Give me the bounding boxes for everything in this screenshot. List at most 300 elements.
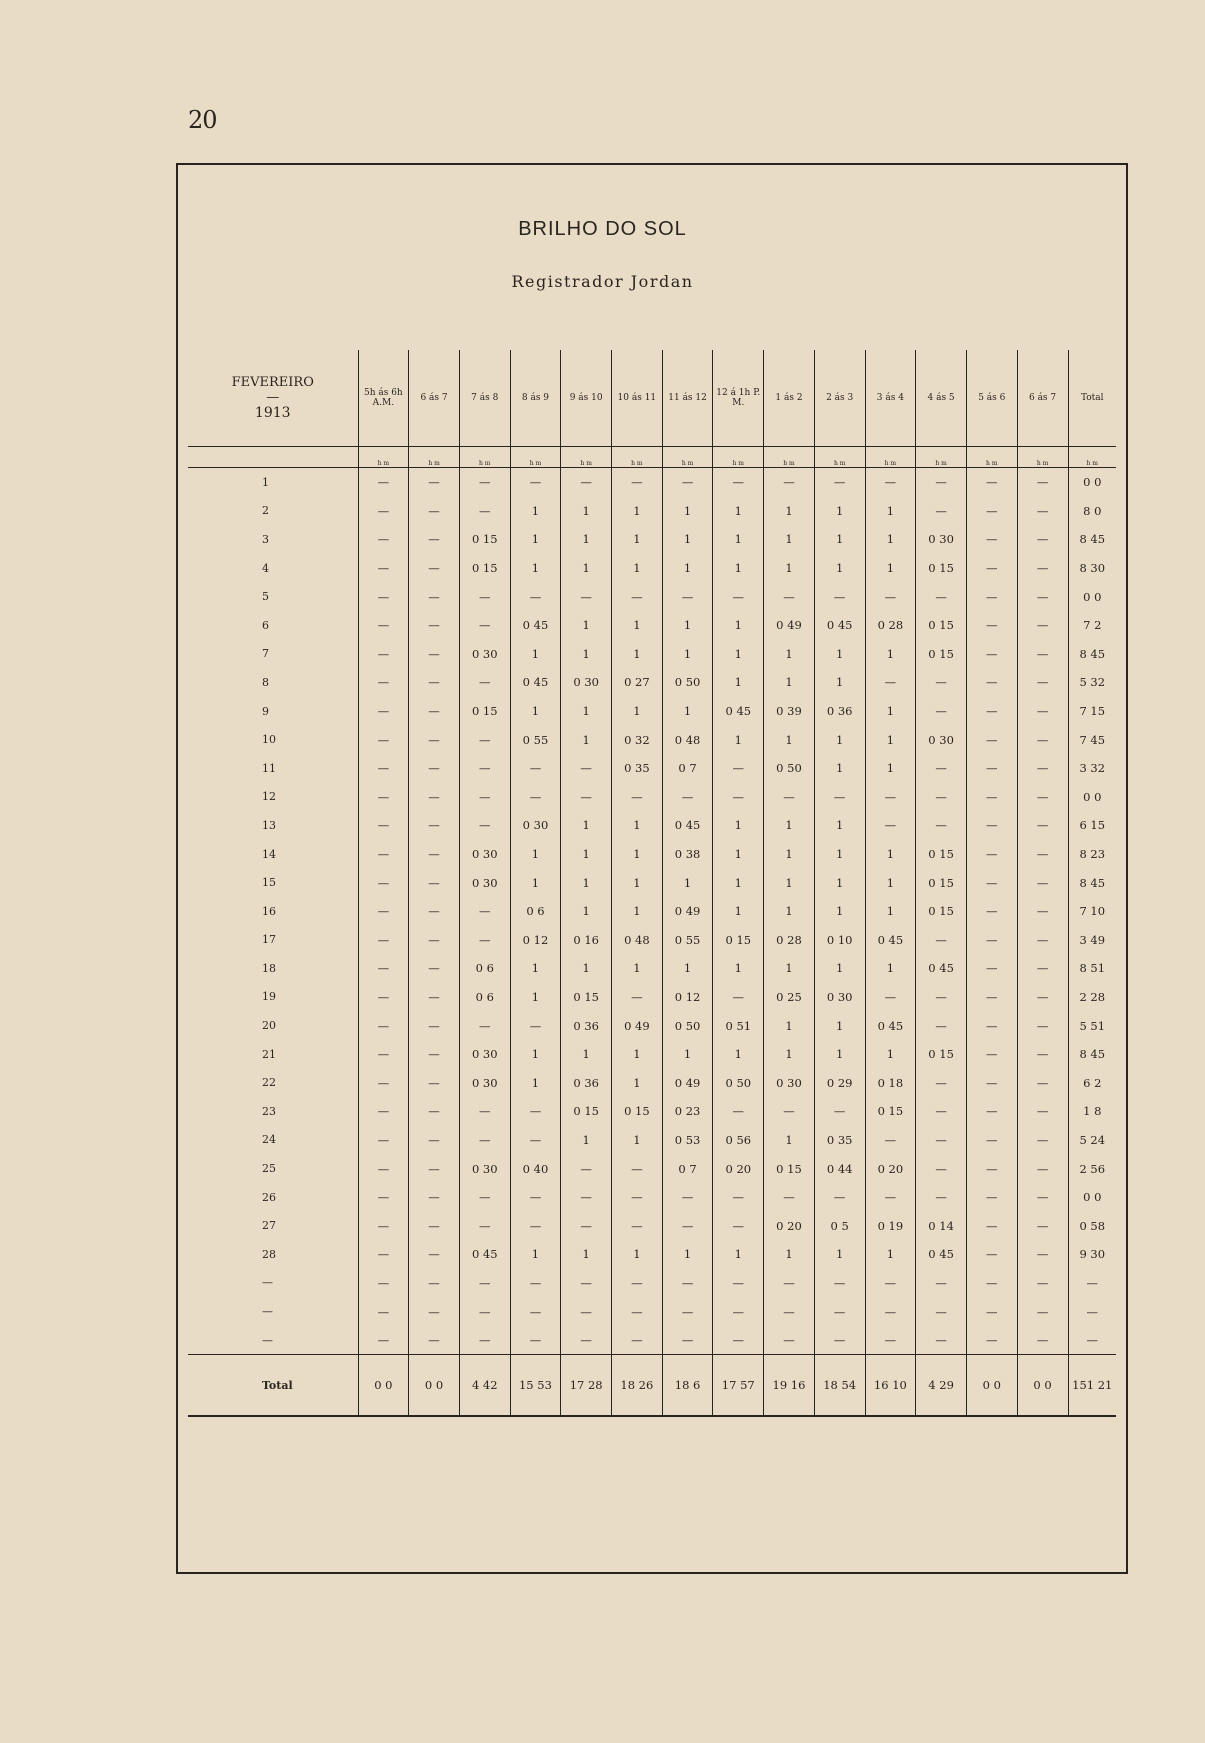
hour-cell: 1 [662, 497, 713, 526]
column-total-cell: 0 0 [409, 1355, 460, 1417]
unit-label: h m [1017, 447, 1068, 468]
hour-header: 1 ás 2 [764, 350, 815, 447]
hour-cell: — [662, 1326, 713, 1355]
table-row [188, 611, 1116, 640]
row-total-cell: 0 0 [1068, 1183, 1116, 1212]
hour-cell: 1 [713, 497, 764, 526]
hour-cell: 0 15 [459, 525, 510, 554]
hour-cell: 0 6 [510, 897, 561, 926]
hour-cell: 1 [612, 1068, 663, 1097]
hour-cell: 1 [713, 1240, 764, 1269]
hour-cell: 1 [713, 868, 764, 897]
hour-cell: — [358, 1269, 409, 1298]
hour-cell: — [459, 1297, 510, 1326]
hour-cell: 1 [713, 554, 764, 583]
hour-cell: — [764, 468, 815, 497]
row-total-cell: 0 0 [1068, 582, 1116, 611]
hour-cell: 1 [713, 897, 764, 926]
hour-cell: — [814, 582, 865, 611]
hour-cell: — [1017, 897, 1068, 926]
hour-cell: — [916, 811, 967, 840]
column-total-cell: 16 10 [865, 1355, 916, 1417]
total-header: Total [1068, 350, 1116, 447]
table-row [188, 1011, 1116, 1040]
hour-cell: — [966, 926, 1017, 955]
hour-cell: — [966, 525, 1017, 554]
hour-cell: 0 45 [916, 954, 967, 983]
hour-cell: — [459, 1011, 510, 1040]
hour-cell: 1 [814, 497, 865, 526]
hour-cell: 0 15 [916, 897, 967, 926]
hour-cell: — [459, 1211, 510, 1240]
hour-cell: — [358, 582, 409, 611]
hour-cell: 0 48 [662, 725, 713, 754]
row-total-cell: 7 15 [1068, 697, 1116, 726]
hour-cell: — [966, 1154, 1017, 1183]
hour-cell: — [358, 783, 409, 812]
hour-cell: 1 [612, 554, 663, 583]
hour-cell: — [358, 926, 409, 955]
hour-cell: 0 30 [459, 1154, 510, 1183]
hour-cell: — [814, 1097, 865, 1126]
hour-cell: — [1017, 983, 1068, 1012]
hour-cell: — [358, 754, 409, 783]
hour-cell: — [358, 725, 409, 754]
hour-cell: — [764, 1097, 815, 1126]
hour-cell: — [814, 468, 865, 497]
day-cell: 18 [262, 961, 276, 975]
row-total-cell: 5 32 [1068, 668, 1116, 697]
unit-label: h m [510, 447, 561, 468]
hour-cell: — [459, 611, 510, 640]
hour-cell: — [409, 1211, 460, 1240]
unit-label: h m [814, 447, 865, 468]
hour-cell: 0 55 [662, 926, 713, 955]
hour-cell: — [713, 1183, 764, 1212]
sunshine-table-container [188, 350, 1116, 1417]
hour-cell: — [358, 811, 409, 840]
hour-cell: — [713, 783, 764, 812]
hour-cell: 0 49 [662, 1068, 713, 1097]
column-total-cell: 15 53 [510, 1355, 561, 1417]
hour-cell: — [510, 754, 561, 783]
hour-cell: 1 [713, 840, 764, 869]
hour-cell: — [409, 811, 460, 840]
hour-cell: 0 50 [662, 668, 713, 697]
hour-cell: 1 [662, 868, 713, 897]
table-row [188, 840, 1116, 869]
hour-cell: — [561, 582, 612, 611]
hour-cell: 1 [865, 1040, 916, 1069]
hour-cell: — [409, 1297, 460, 1326]
hour-cell: 1 [561, 897, 612, 926]
hour-cell: 0 15 [916, 611, 967, 640]
hour-cell: — [916, 1183, 967, 1212]
hour-cell: 1 [561, 611, 612, 640]
hour-cell: — [510, 1269, 561, 1298]
hour-cell: 0 30 [459, 840, 510, 869]
day-cell: 6 [262, 618, 269, 632]
hour-cell: — [916, 582, 967, 611]
hour-cell: — [966, 1240, 1017, 1269]
hour-cell: 1 [561, 697, 612, 726]
hour-cell: 0 15 [713, 926, 764, 955]
hour-cell: — [814, 1183, 865, 1212]
hour-cell: 0 15 [561, 983, 612, 1012]
day-cell: 20 [262, 1019, 276, 1033]
hour-cell: 1 [814, 554, 865, 583]
hour-cell: — [916, 1297, 967, 1326]
unit-label: h m [561, 447, 612, 468]
hour-cell: — [358, 640, 409, 669]
row-total-cell: 6 15 [1068, 811, 1116, 840]
hour-cell: — [459, 1269, 510, 1298]
hour-cell: 0 15 [916, 554, 967, 583]
hour-cell: — [916, 754, 967, 783]
hour-cell: 0 15 [916, 1040, 967, 1069]
hour-cell: — [358, 1240, 409, 1269]
hour-cell: — [662, 783, 713, 812]
hour-cell: — [814, 1297, 865, 1326]
table-row [188, 1297, 1116, 1326]
row-total-cell: 3 32 [1068, 754, 1116, 783]
hour-cell: — [612, 1326, 663, 1355]
month-label: FEVEREIRO [231, 375, 314, 390]
hour-cell: — [865, 1326, 916, 1355]
hour-cell: 0 45 [865, 1011, 916, 1040]
hour-cell: 0 20 [764, 1211, 815, 1240]
hour-cell: 1 [764, 954, 815, 983]
hour-cell: — [966, 754, 1017, 783]
hour-cell: — [966, 468, 1017, 497]
hour-cell: — [409, 668, 460, 697]
hour-cell: — [662, 1297, 713, 1326]
hour-cell: — [561, 1211, 612, 1240]
row-total-cell: — [1068, 1297, 1116, 1326]
hour-cell: — [612, 1211, 663, 1240]
hour-cell: — [459, 754, 510, 783]
hour-cell: 0 20 [865, 1154, 916, 1183]
hour-cell: 0 49 [662, 897, 713, 926]
table-row [188, 897, 1116, 926]
day-cell: 25 [262, 1162, 276, 1176]
hour-cell: 1 [612, 611, 663, 640]
hour-cell: — [409, 754, 460, 783]
hour-cell: 1 [713, 725, 764, 754]
hour-cell: — [916, 926, 967, 955]
hour-cell: — [966, 1097, 1017, 1126]
hour-cell: 1 [764, 1126, 815, 1155]
hour-cell: — [510, 1011, 561, 1040]
hour-cell: — [865, 582, 916, 611]
hour-cell: 0 30 [459, 640, 510, 669]
hour-cell: 1 [814, 811, 865, 840]
hour-cell: 0 30 [459, 1068, 510, 1097]
hour-cell: 1 [814, 1011, 865, 1040]
day-cell: 7 [262, 647, 269, 661]
totals-row [188, 1355, 1116, 1417]
hour-cell: 0 19 [865, 1211, 916, 1240]
day-cell: 5 [262, 590, 269, 604]
hour-cell: — [459, 725, 510, 754]
hour-cell: — [966, 868, 1017, 897]
hour-cell: 0 28 [865, 611, 916, 640]
hour-cell: — [966, 497, 1017, 526]
hour-cell: 1 [612, 811, 663, 840]
hour-header: 11 ás 12 [662, 350, 713, 447]
hour-cell: — [510, 1297, 561, 1326]
hour-cell: — [713, 1269, 764, 1298]
column-total-cell: 19 16 [764, 1355, 815, 1417]
table-row [188, 554, 1116, 583]
hour-cell: — [459, 811, 510, 840]
hour-cell: 0 45 [865, 926, 916, 955]
hour-cell: 0 20 [713, 1154, 764, 1183]
hour-cell: — [713, 582, 764, 611]
hour-cell: — [459, 497, 510, 526]
unit-label: h m [409, 447, 460, 468]
hour-cell: — [409, 1011, 460, 1040]
hour-cell: 1 [713, 611, 764, 640]
hour-cell: — [409, 725, 460, 754]
hour-cell: 0 30 [916, 725, 967, 754]
hour-cell: — [409, 868, 460, 897]
hour-cell: — [916, 1097, 967, 1126]
hour-cell: — [561, 1326, 612, 1355]
hour-cell: 0 45 [814, 611, 865, 640]
row-total-cell: 7 2 [1068, 611, 1116, 640]
hour-cell: — [713, 1297, 764, 1326]
hour-cell: — [1017, 868, 1068, 897]
hour-cell: 0 15 [916, 840, 967, 869]
hour-cell: — [358, 1154, 409, 1183]
hour-cell: — [764, 1326, 815, 1355]
hour-cell: 0 27 [612, 668, 663, 697]
hour-header: 4 ás 5 [916, 350, 967, 447]
hour-header: 6 ás 7 [1017, 350, 1068, 447]
hour-cell: 0 16 [561, 926, 612, 955]
column-total-cell: 4 29 [916, 1355, 967, 1417]
hour-cell: — [1017, 1068, 1068, 1097]
hour-cell: — [409, 983, 460, 1012]
hour-cell: 1 [713, 954, 764, 983]
hour-cell: 1 [814, 754, 865, 783]
hour-cell: — [358, 983, 409, 1012]
units-blank [188, 447, 358, 468]
hour-cell: 1 [865, 754, 916, 783]
hour-cell: — [1017, 640, 1068, 669]
hour-cell: — [966, 1068, 1017, 1097]
row-total-cell: 8 45 [1068, 1040, 1116, 1069]
hour-cell: — [966, 697, 1017, 726]
table-row [188, 1068, 1116, 1097]
hour-cell: 1 [612, 897, 663, 926]
hour-cell: — [814, 1326, 865, 1355]
hour-cell: — [1017, 554, 1068, 583]
hour-cell: 1 [865, 897, 916, 926]
hour-cell: 0 39 [764, 697, 815, 726]
hour-cell: — [561, 1183, 612, 1212]
hour-cell: 1 [764, 1040, 815, 1069]
table-row [188, 868, 1116, 897]
hour-cell: — [916, 468, 967, 497]
hour-cell: — [1017, 668, 1068, 697]
hour-cell: — [865, 1126, 916, 1155]
hour-cell: — [409, 611, 460, 640]
hour-cell: — [1017, 1211, 1068, 1240]
hour-cell: — [612, 1297, 663, 1326]
hour-cell: 1 [561, 640, 612, 669]
row-total-cell: 5 24 [1068, 1126, 1116, 1155]
unit-label: h m [612, 447, 663, 468]
hour-cell: — [1017, 497, 1068, 526]
hour-cell: 1 [865, 1240, 916, 1269]
row-total-cell: 8 30 [1068, 554, 1116, 583]
row-total-cell: — [1068, 1326, 1116, 1355]
hour-cell: — [1017, 697, 1068, 726]
hour-cell: 1 [865, 697, 916, 726]
hour-cell: 1 [510, 954, 561, 983]
hour-cell: — [713, 1326, 764, 1355]
hour-cell: — [865, 783, 916, 812]
hour-cell: — [358, 1326, 409, 1355]
table-row [188, 811, 1116, 840]
hour-cell: — [561, 468, 612, 497]
hour-cell: 0 36 [561, 1068, 612, 1097]
hour-cell: 1 [764, 668, 815, 697]
hour-header: 2 ás 3 [814, 350, 865, 447]
hour-cell: — [409, 468, 460, 497]
hour-cell: — [459, 1183, 510, 1212]
hour-cell: — [1017, 1269, 1068, 1298]
hour-cell: — [1017, 1011, 1068, 1040]
hour-cell: 1 [713, 668, 764, 697]
hour-cell: — [612, 468, 663, 497]
hour-cell: 0 51 [713, 1011, 764, 1040]
table-body [188, 447, 1116, 1417]
day-cell: 28 [262, 1247, 276, 1261]
hour-cell: — [409, 897, 460, 926]
grand-total-cell: 151 21 [1068, 1355, 1116, 1417]
day-cell: 23 [262, 1104, 276, 1118]
hour-cell: — [358, 468, 409, 497]
column-total-cell: 17 57 [713, 1355, 764, 1417]
hour-cell: 0 38 [662, 840, 713, 869]
day-cell: 22 [262, 1076, 276, 1090]
hour-cell: 1 [561, 954, 612, 983]
hour-cell: 1 [561, 725, 612, 754]
hour-cell: 0 48 [612, 926, 663, 955]
hour-cell: — [764, 1183, 815, 1212]
hour-cell: 1 [764, 725, 815, 754]
day-cell: 4 [262, 561, 269, 575]
hour-cell: — [713, 1211, 764, 1240]
hour-cell: 0 49 [612, 1011, 663, 1040]
hour-cell: 1 [662, 640, 713, 669]
unit-label: h m [764, 447, 815, 468]
row-total-cell: 1 8 [1068, 1097, 1116, 1126]
hour-cell: — [814, 1269, 865, 1298]
hour-cell: — [1017, 611, 1068, 640]
hour-cell: 1 [865, 554, 916, 583]
hour-cell: — [561, 1154, 612, 1183]
units-row [188, 447, 1116, 468]
hour-cell: — [966, 668, 1017, 697]
hour-cell: 1 [612, 954, 663, 983]
hour-cell: 0 45 [459, 1240, 510, 1269]
header-row [188, 350, 1116, 447]
hour-cell: — [916, 1326, 967, 1355]
hour-cell: — [713, 468, 764, 497]
hour-cell: 1 [561, 497, 612, 526]
hour-cell: 1 [510, 1040, 561, 1069]
hour-cell: — [510, 1126, 561, 1155]
hour-cell: 0 25 [764, 983, 815, 1012]
hour-cell: — [865, 1297, 916, 1326]
hour-cell: — [966, 783, 1017, 812]
hour-cell: — [409, 926, 460, 955]
hour-cell: 0 15 [459, 554, 510, 583]
hour-cell: 0 14 [916, 1211, 967, 1240]
hour-cell: — [358, 1097, 409, 1126]
hour-cell: — [409, 954, 460, 983]
hour-cell: 1 [662, 1040, 713, 1069]
hour-cell: — [865, 983, 916, 1012]
column-total-cell: 18 26 [612, 1355, 663, 1417]
hour-cell: — [358, 840, 409, 869]
hour-cell: — [358, 1297, 409, 1326]
hour-cell: — [409, 1126, 460, 1155]
table-row [188, 1126, 1116, 1155]
hour-header: 10 ás 11 [612, 350, 663, 447]
day-cell: — [262, 1305, 273, 1319]
hour-cell: 1 [713, 640, 764, 669]
hour-cell: 1 [814, 725, 865, 754]
hour-cell: 1 [612, 497, 663, 526]
hour-cell: — [1017, 468, 1068, 497]
hour-cell: — [510, 1326, 561, 1355]
hour-cell: 1 [764, 1011, 815, 1040]
hour-cell: 0 45 [510, 668, 561, 697]
day-cell: 8 [262, 675, 269, 689]
day-cell: 16 [262, 904, 276, 918]
page-subtitle: Registrador Jordan [511, 272, 694, 291]
table-row [188, 983, 1116, 1012]
day-cell: 9 [262, 704, 269, 718]
hour-header: 5 ás 6 [966, 350, 1017, 447]
hour-cell: — [561, 1269, 612, 1298]
hour-cell: 1 [612, 525, 663, 554]
sunshine-table [188, 350, 1116, 1417]
hour-cell: — [459, 1326, 510, 1355]
hour-cell: — [662, 1269, 713, 1298]
hour-cell: 1 [865, 954, 916, 983]
hour-cell: 1 [510, 640, 561, 669]
page-number: 20 [188, 106, 217, 134]
month-header [188, 350, 358, 447]
hour-cell: 0 35 [612, 754, 663, 783]
hour-cell: — [409, 840, 460, 869]
hour-cell: — [1017, 582, 1068, 611]
hour-cell: 0 36 [561, 1011, 612, 1040]
hour-cell: — [409, 1068, 460, 1097]
hour-cell: 1 [510, 554, 561, 583]
column-total-cell: 17 28 [561, 1355, 612, 1417]
unit-label: h m [662, 447, 713, 468]
hour-cell: 1 [561, 1240, 612, 1269]
table-row [188, 725, 1116, 754]
hour-cell: — [966, 954, 1017, 983]
